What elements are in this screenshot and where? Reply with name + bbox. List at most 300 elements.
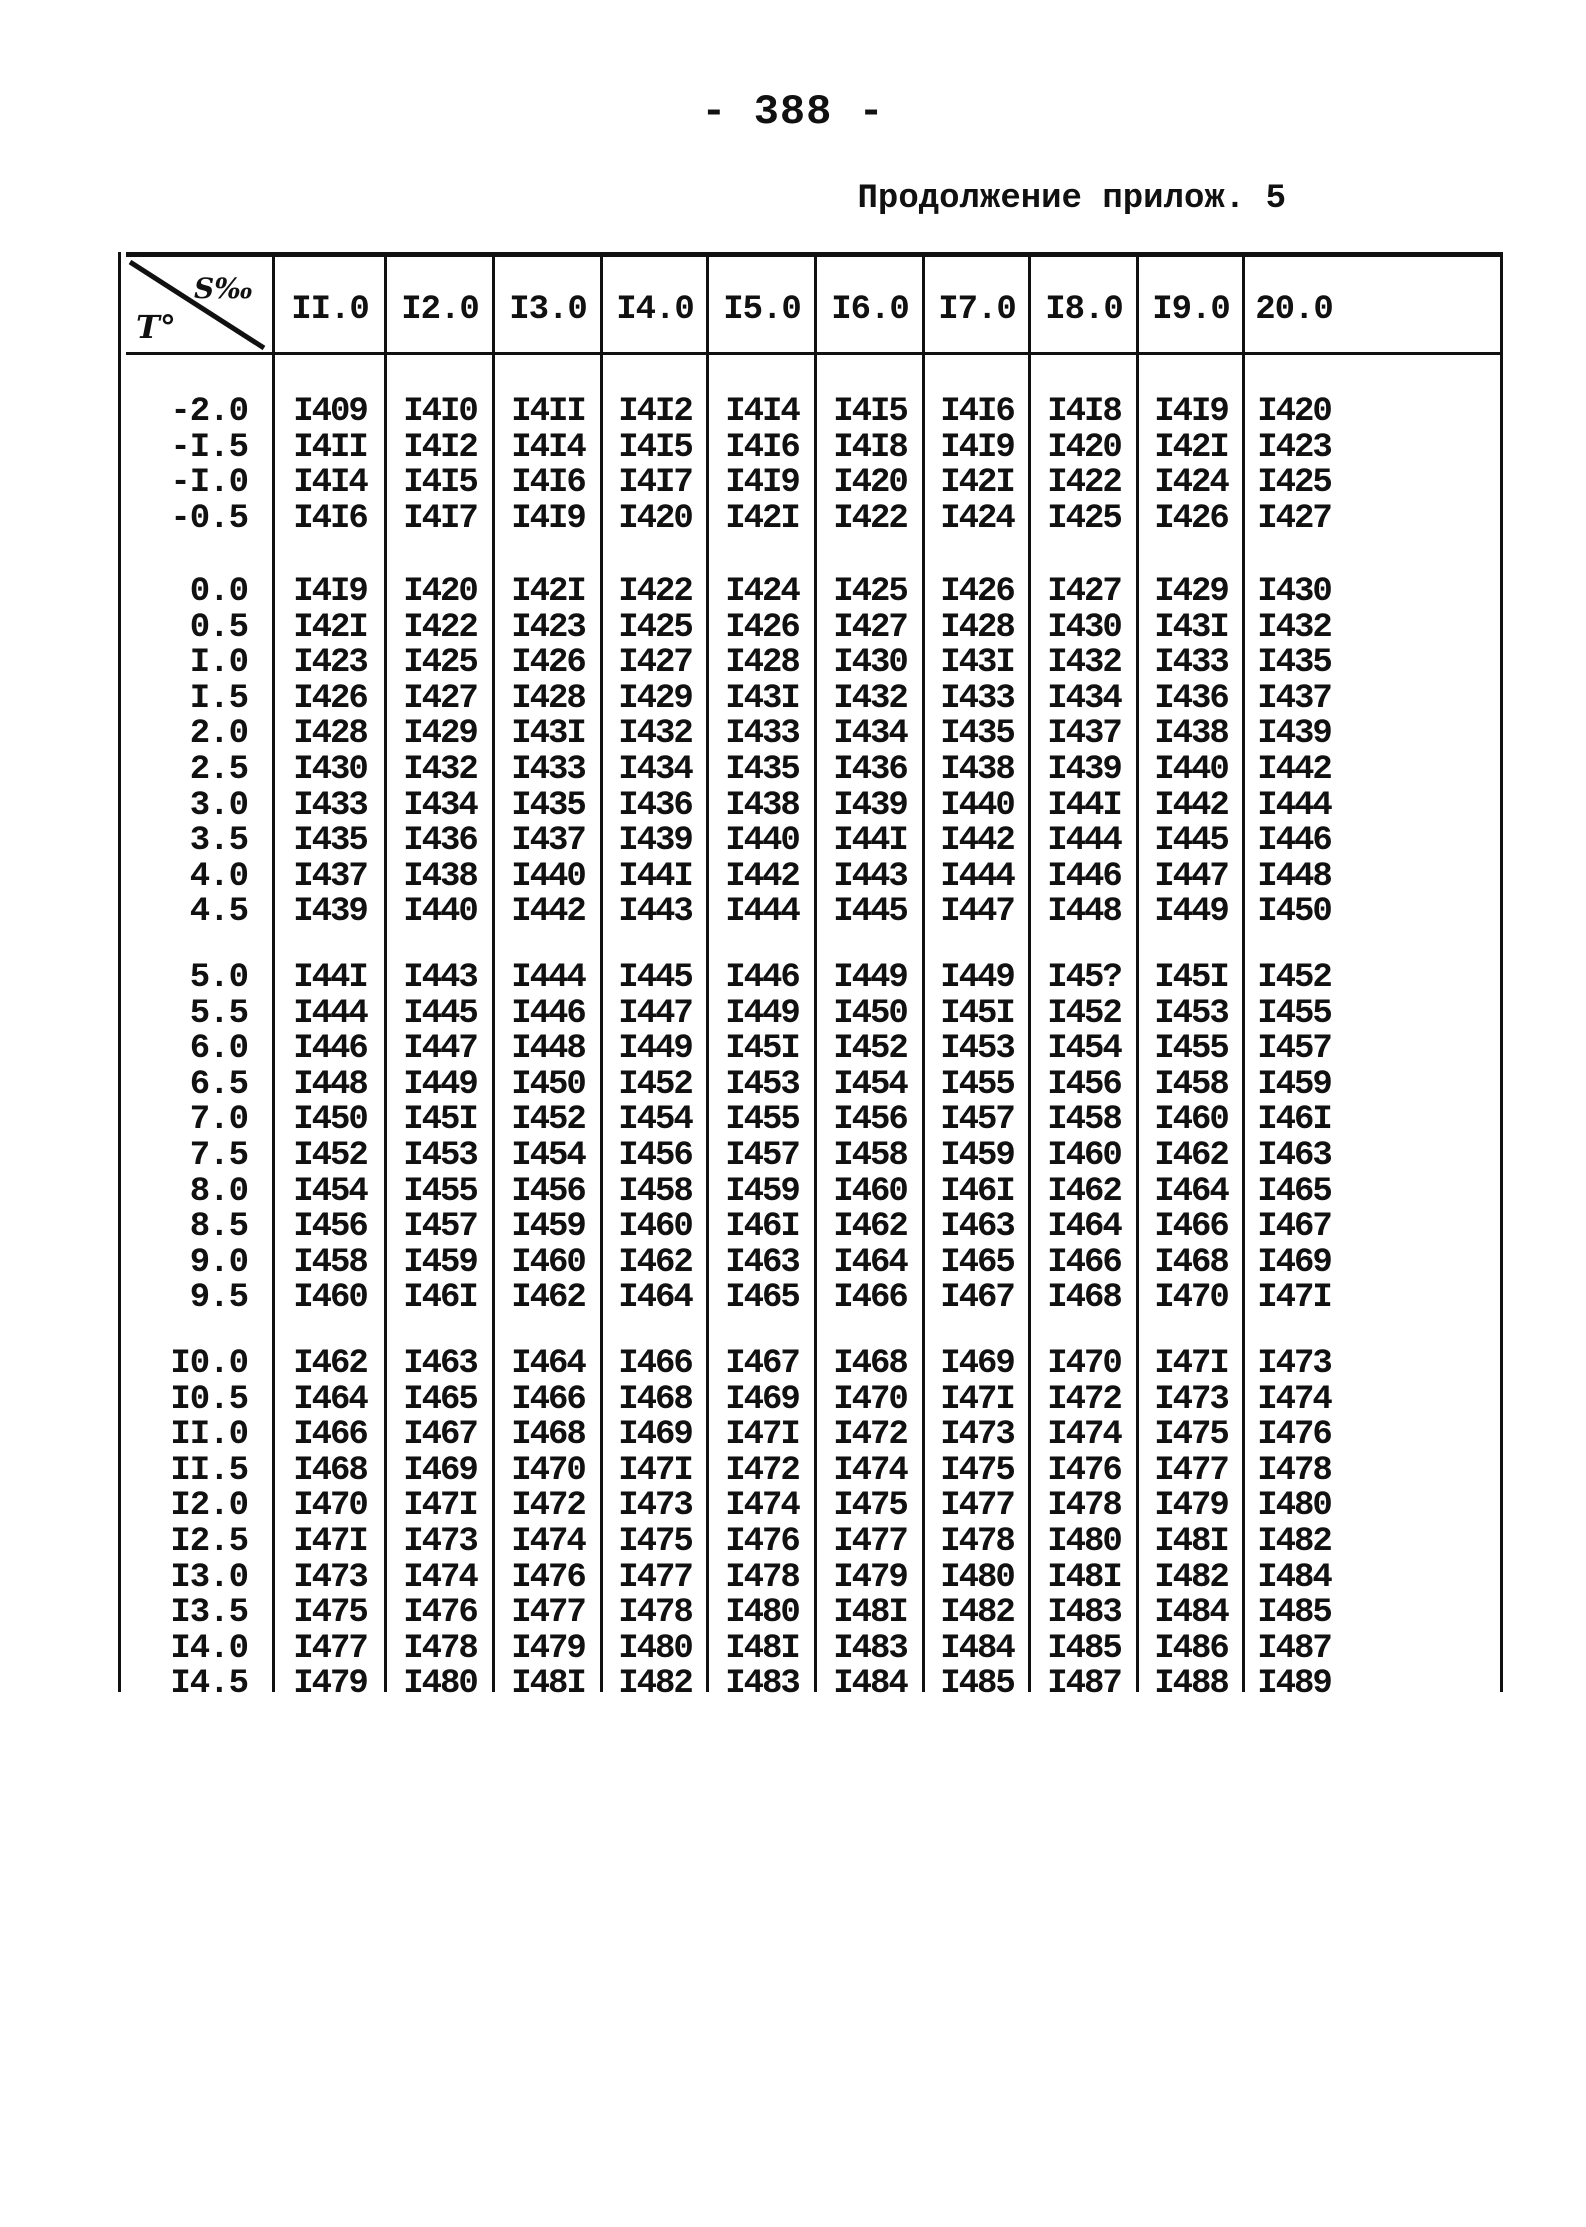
table-cell: I456 [1047, 1065, 1121, 1104]
table-cell: I4I5 [618, 428, 692, 467]
table-cell: I442 [725, 857, 799, 896]
table-cell: I4I9 [293, 573, 367, 611]
table-cell: I42I [725, 499, 799, 538]
table-cell: I425 [618, 608, 692, 647]
row-label-temperature: I2.0 [170, 1487, 248, 1526]
table-cell: I440 [511, 857, 585, 896]
row-label-temperature: 5.0 [189, 959, 248, 997]
table-cell: I425 [1257, 464, 1331, 503]
table-cell: I477 [940, 1487, 1014, 1526]
table-cell: I460 [511, 1243, 585, 1282]
table-cell: I438 [1154, 715, 1228, 754]
table-cell: I477 [511, 1594, 585, 1633]
table-cell: I467 [403, 1416, 477, 1455]
table-cell: I478 [403, 1629, 477, 1668]
table-cell: I473 [1257, 1345, 1331, 1383]
table-cell: I448 [511, 1030, 585, 1069]
column-header: I8.0 [1045, 291, 1123, 329]
table-cell: I440 [940, 786, 1014, 825]
table-cell: I46I [725, 1208, 799, 1247]
table-cell: I4I5 [403, 464, 477, 503]
table-cell: I43I [940, 644, 1014, 683]
table-cell: I446 [293, 1030, 367, 1069]
table-cell: I440 [1154, 751, 1228, 789]
row-label-temperature: 8.5 [189, 1208, 248, 1247]
table-cell: I48I [511, 1665, 585, 1704]
row-label-temperature: 0.0 [189, 573, 248, 611]
table-cell: I466 [511, 1380, 585, 1419]
table-cell: I442 [940, 822, 1014, 861]
row-label-temperature: II.5 [170, 1451, 248, 1490]
table-cell: I432 [618, 715, 692, 754]
column-header: 20.0 [1255, 291, 1333, 329]
table-cell: I433 [725, 715, 799, 754]
row-label-temperature: I3.5 [170, 1594, 248, 1633]
table-cell: I479 [1154, 1487, 1228, 1526]
table-cell: I460 [293, 1279, 367, 1318]
table-cell: I472 [1047, 1380, 1121, 1419]
table-cell: I476 [1257, 1416, 1331, 1455]
row-label-temperature: I.5 [189, 679, 248, 718]
table-cell: I472 [725, 1451, 799, 1490]
table-cell: I480 [940, 1558, 1014, 1597]
table-cell: I428 [940, 608, 1014, 647]
table-cell: I483 [833, 1629, 907, 1668]
table-cell: I467 [725, 1345, 799, 1383]
table-cell: I47I [940, 1380, 1014, 1419]
table-cell: I474 [403, 1558, 477, 1597]
table-cell: I464 [618, 1279, 692, 1318]
table-cell: I453 [940, 1030, 1014, 1069]
row-label-temperature: 7.0 [189, 1101, 248, 1140]
table-cell: I470 [293, 1487, 367, 1526]
table-cell: I434 [403, 786, 477, 825]
table-cell: I448 [1047, 893, 1121, 932]
table-cell: I4I6 [511, 464, 585, 503]
table-cell: I485 [1257, 1594, 1331, 1633]
table-cell: I473 [618, 1487, 692, 1526]
table-cell: I480 [403, 1665, 477, 1704]
table-cell: I436 [833, 751, 907, 789]
table-cell: I4I9 [1154, 393, 1228, 431]
table-cell: I477 [1154, 1451, 1228, 1490]
continuation-caption: Продолжение прилож. 5 [857, 180, 1286, 218]
table-cell: I457 [403, 1208, 477, 1247]
table-cell: I46I [1257, 1101, 1331, 1140]
table-cell: I427 [833, 608, 907, 647]
table-cell: I445 [833, 893, 907, 932]
table-cell: I437 [1257, 679, 1331, 718]
table-cell: I427 [403, 679, 477, 718]
row-label-temperature: I0.5 [170, 1380, 248, 1419]
table-cell: I480 [618, 1629, 692, 1668]
table-cell: I455 [403, 1172, 477, 1211]
row-label-temperature: 9.0 [189, 1243, 248, 1282]
column-header: I2.0 [401, 291, 479, 329]
table-cell: I454 [1047, 1030, 1121, 1069]
table-cell: I422 [833, 499, 907, 538]
table-cell: I442 [1257, 751, 1331, 789]
table-cell: I430 [833, 644, 907, 683]
row-label-temperature: 5.5 [189, 994, 248, 1033]
table-cell: I478 [725, 1558, 799, 1597]
table-cell: I464 [833, 1243, 907, 1282]
table-cell: I432 [403, 751, 477, 789]
table-cell: I428 [293, 715, 367, 754]
table-cell: I4I4 [511, 428, 585, 467]
table-cell: I479 [293, 1665, 367, 1704]
table-cell: I468 [293, 1451, 367, 1490]
table-cell: I48I [833, 1594, 907, 1633]
table-cell: I42I [511, 573, 585, 611]
table-cell: I433 [940, 679, 1014, 718]
table-cell: I429 [618, 679, 692, 718]
table-cell: I476 [403, 1594, 477, 1633]
table-cell: I449 [940, 959, 1014, 997]
table-cell: I464 [293, 1380, 367, 1419]
table-cell: I458 [618, 1172, 692, 1211]
row-label-temperature: 6.5 [189, 1065, 248, 1104]
table-cell: I478 [618, 1594, 692, 1633]
table-cell: I468 [1047, 1279, 1121, 1318]
table-cell: I439 [1047, 751, 1121, 789]
table-cell: I484 [940, 1629, 1014, 1668]
table-cell: I432 [1047, 644, 1121, 683]
table-cell: I466 [833, 1279, 907, 1318]
table-cell: I42I [1154, 428, 1228, 467]
table-cell: I485 [1047, 1629, 1121, 1668]
table-cell: I489 [1257, 1665, 1331, 1704]
row-label-temperature: 6.0 [189, 1030, 248, 1069]
row-label-temperature: I4.0 [170, 1629, 248, 1668]
table-cell: I43I [725, 679, 799, 718]
table-cell: I449 [1154, 893, 1228, 932]
row-label-temperature: I3.0 [170, 1558, 248, 1597]
table-cell: I427 [1047, 573, 1121, 611]
table-cell: I464 [1154, 1172, 1228, 1211]
table-cell: I47I [1257, 1279, 1331, 1318]
table-cell: I473 [940, 1416, 1014, 1455]
table-cell: I445 [1154, 822, 1228, 861]
table-cell: I424 [725, 573, 799, 611]
table-cell: I435 [511, 786, 585, 825]
table-cell: I436 [1154, 679, 1228, 718]
table-cell: I409 [293, 393, 367, 431]
table-cell: I475 [833, 1487, 907, 1526]
table-cell: I48I [1154, 1523, 1228, 1561]
row-label-temperature: 0.5 [189, 608, 248, 647]
row-label-temperature: 2.5 [189, 751, 248, 789]
table-cell: I428 [511, 679, 585, 718]
table-cell: I448 [1257, 857, 1331, 896]
table-cell: I476 [1047, 1451, 1121, 1490]
table-cell: I4I8 [1047, 393, 1121, 431]
table-cell: I437 [1047, 715, 1121, 754]
table-cell: I466 [618, 1345, 692, 1383]
table-cell: I465 [940, 1243, 1014, 1282]
row-label-temperature: 2.0 [189, 715, 248, 754]
table-cell: I423 [1257, 428, 1331, 467]
table-cell: I475 [940, 1451, 1014, 1490]
row-label-temperature: 7.5 [189, 1137, 248, 1175]
table-cell: I449 [403, 1065, 477, 1104]
table-cell: I429 [1154, 573, 1228, 611]
table-cell: I445 [618, 959, 692, 997]
table-cell: I422 [403, 608, 477, 647]
table-cell: I426 [725, 608, 799, 647]
table-cell: I456 [833, 1101, 907, 1140]
table-cell: I4I7 [618, 464, 692, 503]
table-cell: I444 [511, 959, 585, 997]
column-header: I9.0 [1152, 291, 1230, 329]
table-cell: I474 [833, 1451, 907, 1490]
row-label-temperature: -2.0 [170, 393, 248, 431]
table-cell: I438 [725, 786, 799, 825]
table-cell: I45I [403, 1101, 477, 1140]
table-cell: I449 [833, 959, 907, 997]
table-cell: I469 [725, 1380, 799, 1419]
table-cell: I420 [1257, 393, 1331, 431]
table-cell: I479 [511, 1629, 585, 1668]
table-cell: I474 [1047, 1416, 1121, 1455]
table-cell: I442 [1154, 786, 1228, 825]
table-cell: I456 [293, 1208, 367, 1247]
row-label-temperature: -I.5 [170, 428, 248, 467]
table-cell: I467 [940, 1279, 1014, 1318]
table-cell: I4I2 [403, 428, 477, 467]
table-cell: I463 [725, 1243, 799, 1282]
table-cell: I458 [1154, 1065, 1228, 1104]
column-header: I5.0 [723, 291, 801, 329]
table-cell: I4I6 [725, 428, 799, 467]
table-cell: I430 [1257, 573, 1331, 611]
table-cell: I473 [1154, 1380, 1228, 1419]
table-cell: I486 [1154, 1629, 1228, 1668]
table-cell: I433 [293, 786, 367, 825]
table-cell: I484 [833, 1665, 907, 1704]
table-cell: I453 [403, 1137, 477, 1175]
table-cell: I44I [833, 822, 907, 861]
table-cell: I4I9 [511, 499, 585, 538]
table-cell: I432 [1257, 608, 1331, 647]
table-cell: I434 [833, 715, 907, 754]
table-cell: I436 [403, 822, 477, 861]
column-header: I3.0 [509, 291, 587, 329]
table-cell: I462 [1047, 1172, 1121, 1211]
table-cell: I423 [511, 608, 585, 647]
table-cell: I448 [293, 1065, 367, 1104]
table-cell: I475 [1154, 1416, 1228, 1455]
row-label-temperature: 9.5 [189, 1279, 248, 1318]
table-cell: I4I6 [293, 499, 367, 538]
table-cell: I43I [1154, 608, 1228, 647]
table-cell: I47I [618, 1451, 692, 1490]
table-cell: I47I [403, 1487, 477, 1526]
table-cell: I457 [1257, 1030, 1331, 1069]
table-cell: I450 [833, 994, 907, 1033]
table-cell: I469 [940, 1345, 1014, 1383]
table-cell: I439 [1257, 715, 1331, 754]
table-cell: I446 [1257, 822, 1331, 861]
table-cell: I447 [940, 893, 1014, 932]
table-cell: I455 [725, 1101, 799, 1140]
table-cell: I469 [403, 1451, 477, 1490]
table-cell: I470 [1047, 1345, 1121, 1383]
table-cell: I444 [293, 994, 367, 1033]
table-cell: I455 [1154, 1030, 1228, 1069]
table-cell: I436 [618, 786, 692, 825]
table-cell: I432 [833, 679, 907, 718]
table-cell: I453 [1154, 994, 1228, 1033]
row-label-temperature: 3.5 [189, 822, 248, 861]
table-cell: I46I [940, 1172, 1014, 1211]
table-cell: I427 [1257, 499, 1331, 538]
table-cell: I447 [403, 1030, 477, 1069]
table-cell: I438 [940, 751, 1014, 789]
table-cell: I420 [1047, 428, 1121, 467]
table-cell: I484 [1154, 1594, 1228, 1633]
table-cell: I4II [511, 393, 585, 431]
table-cell: I434 [618, 751, 692, 789]
table-cell: I4I5 [833, 393, 907, 431]
table-cell: I443 [403, 959, 477, 997]
table-cell: I476 [511, 1558, 585, 1597]
table-cell: I447 [1154, 857, 1228, 896]
table-cell: I428 [725, 644, 799, 683]
table-cell: I485 [940, 1665, 1014, 1704]
table-cell: I425 [1047, 499, 1121, 538]
table-cell: I465 [1257, 1172, 1331, 1211]
column-header: I4.0 [616, 291, 694, 329]
table-cell: I462 [618, 1243, 692, 1282]
table-cell: I446 [725, 959, 799, 997]
table-cell: I445 [403, 994, 477, 1033]
table-cell: I45I [940, 994, 1014, 1033]
table-cell: I423 [293, 644, 367, 683]
table-cell: I463 [403, 1345, 477, 1383]
table-cell: I482 [618, 1665, 692, 1704]
table-cell: I47I [293, 1523, 367, 1561]
table-cell: I4I0 [403, 393, 477, 431]
table-cell: I454 [833, 1065, 907, 1104]
row-label-temperature: 8.0 [189, 1172, 248, 1211]
table-cell: I455 [940, 1065, 1014, 1104]
row-label-temperature: I4.5 [170, 1665, 248, 1704]
table-cell: I435 [725, 751, 799, 789]
row-label-temperature: 3.0 [189, 786, 248, 825]
table-cell: I426 [940, 573, 1014, 611]
table-cell: I482 [1154, 1558, 1228, 1597]
table-cell: I480 [1257, 1487, 1331, 1526]
table-cell: I452 [293, 1137, 367, 1175]
table-cell: I447 [618, 994, 692, 1033]
table-cell: I450 [293, 1101, 367, 1140]
table-cell: I464 [1047, 1208, 1121, 1247]
table-cell: I454 [618, 1101, 692, 1140]
table-cell: I48I [725, 1629, 799, 1668]
table-cell: I420 [618, 499, 692, 538]
table-cell: I433 [1154, 644, 1228, 683]
table-cell: I487 [1047, 1665, 1121, 1704]
table-cell: I435 [293, 822, 367, 861]
table-cell: I440 [403, 893, 477, 932]
table-cell: I462 [293, 1345, 367, 1383]
table-cell: I4I2 [618, 393, 692, 431]
table-cell: I472 [833, 1416, 907, 1455]
table-cell: I454 [511, 1137, 585, 1175]
table-cell: I449 [725, 994, 799, 1033]
table-cell: I422 [1047, 464, 1121, 503]
table-cell: I420 [833, 464, 907, 503]
table-cell: I483 [725, 1665, 799, 1704]
table-cell: I48I [1047, 1558, 1121, 1597]
table-cell: I458 [293, 1243, 367, 1282]
table-cell: I439 [618, 822, 692, 861]
table-cell: I452 [833, 1030, 907, 1069]
table-cell: I459 [511, 1208, 585, 1247]
table-cell: I452 [1047, 994, 1121, 1033]
table-cell: I466 [1154, 1208, 1228, 1247]
table-cell: I442 [511, 893, 585, 932]
table-cell: I466 [293, 1416, 367, 1455]
table-cell: I426 [1154, 499, 1228, 538]
table-cell: I474 [725, 1487, 799, 1526]
row-label-temperature: 4.0 [189, 857, 248, 896]
table-cell: I44I [618, 857, 692, 896]
table-cell: I483 [1047, 1594, 1121, 1633]
table-cell: I425 [833, 573, 907, 611]
table-cell: I484 [1257, 1558, 1331, 1597]
table-cell: I450 [1257, 893, 1331, 932]
table-cell: I42I [293, 608, 367, 647]
table-cell: I44I [293, 959, 367, 997]
table-cell: I452 [511, 1101, 585, 1140]
sound-speed-table [118, 252, 1508, 1702]
table-cell: I468 [1154, 1243, 1228, 1282]
table-cell: I478 [940, 1523, 1014, 1561]
column-header: I7.0 [938, 291, 1016, 329]
table-cell: I444 [725, 893, 799, 932]
table-cell: I47I [1154, 1345, 1228, 1383]
table-cell: I456 [511, 1172, 585, 1211]
table-cell: I475 [618, 1523, 692, 1561]
table-cell: I482 [1257, 1523, 1331, 1561]
column-header: I6.0 [831, 291, 909, 329]
table-cell: I4I9 [725, 464, 799, 503]
page-number: - 388 - [701, 88, 885, 136]
table-cell: I462 [1154, 1137, 1228, 1175]
table-cell: I457 [940, 1101, 1014, 1140]
table-cell: I465 [403, 1380, 477, 1419]
table-cell: I452 [618, 1065, 692, 1104]
table-cell: I430 [293, 751, 367, 789]
table-cell: I45? [1047, 959, 1121, 997]
table-cell: I460 [1047, 1137, 1121, 1175]
table-cell: I44I [1047, 786, 1121, 825]
table-cell: I479 [833, 1558, 907, 1597]
table-cell: I42I [940, 464, 1014, 503]
table-cell: I467 [1257, 1208, 1331, 1247]
table-cell: I454 [293, 1172, 367, 1211]
table-cell: I475 [293, 1594, 367, 1633]
table-cell: I478 [1257, 1451, 1331, 1490]
table-cell: I470 [833, 1380, 907, 1419]
table-cell: I469 [1257, 1243, 1331, 1282]
table-cell: I459 [1257, 1065, 1331, 1104]
row-label-temperature: I2.5 [170, 1523, 248, 1561]
table-cell: I452 [1257, 959, 1331, 997]
table-cell: I4I6 [940, 393, 1014, 431]
